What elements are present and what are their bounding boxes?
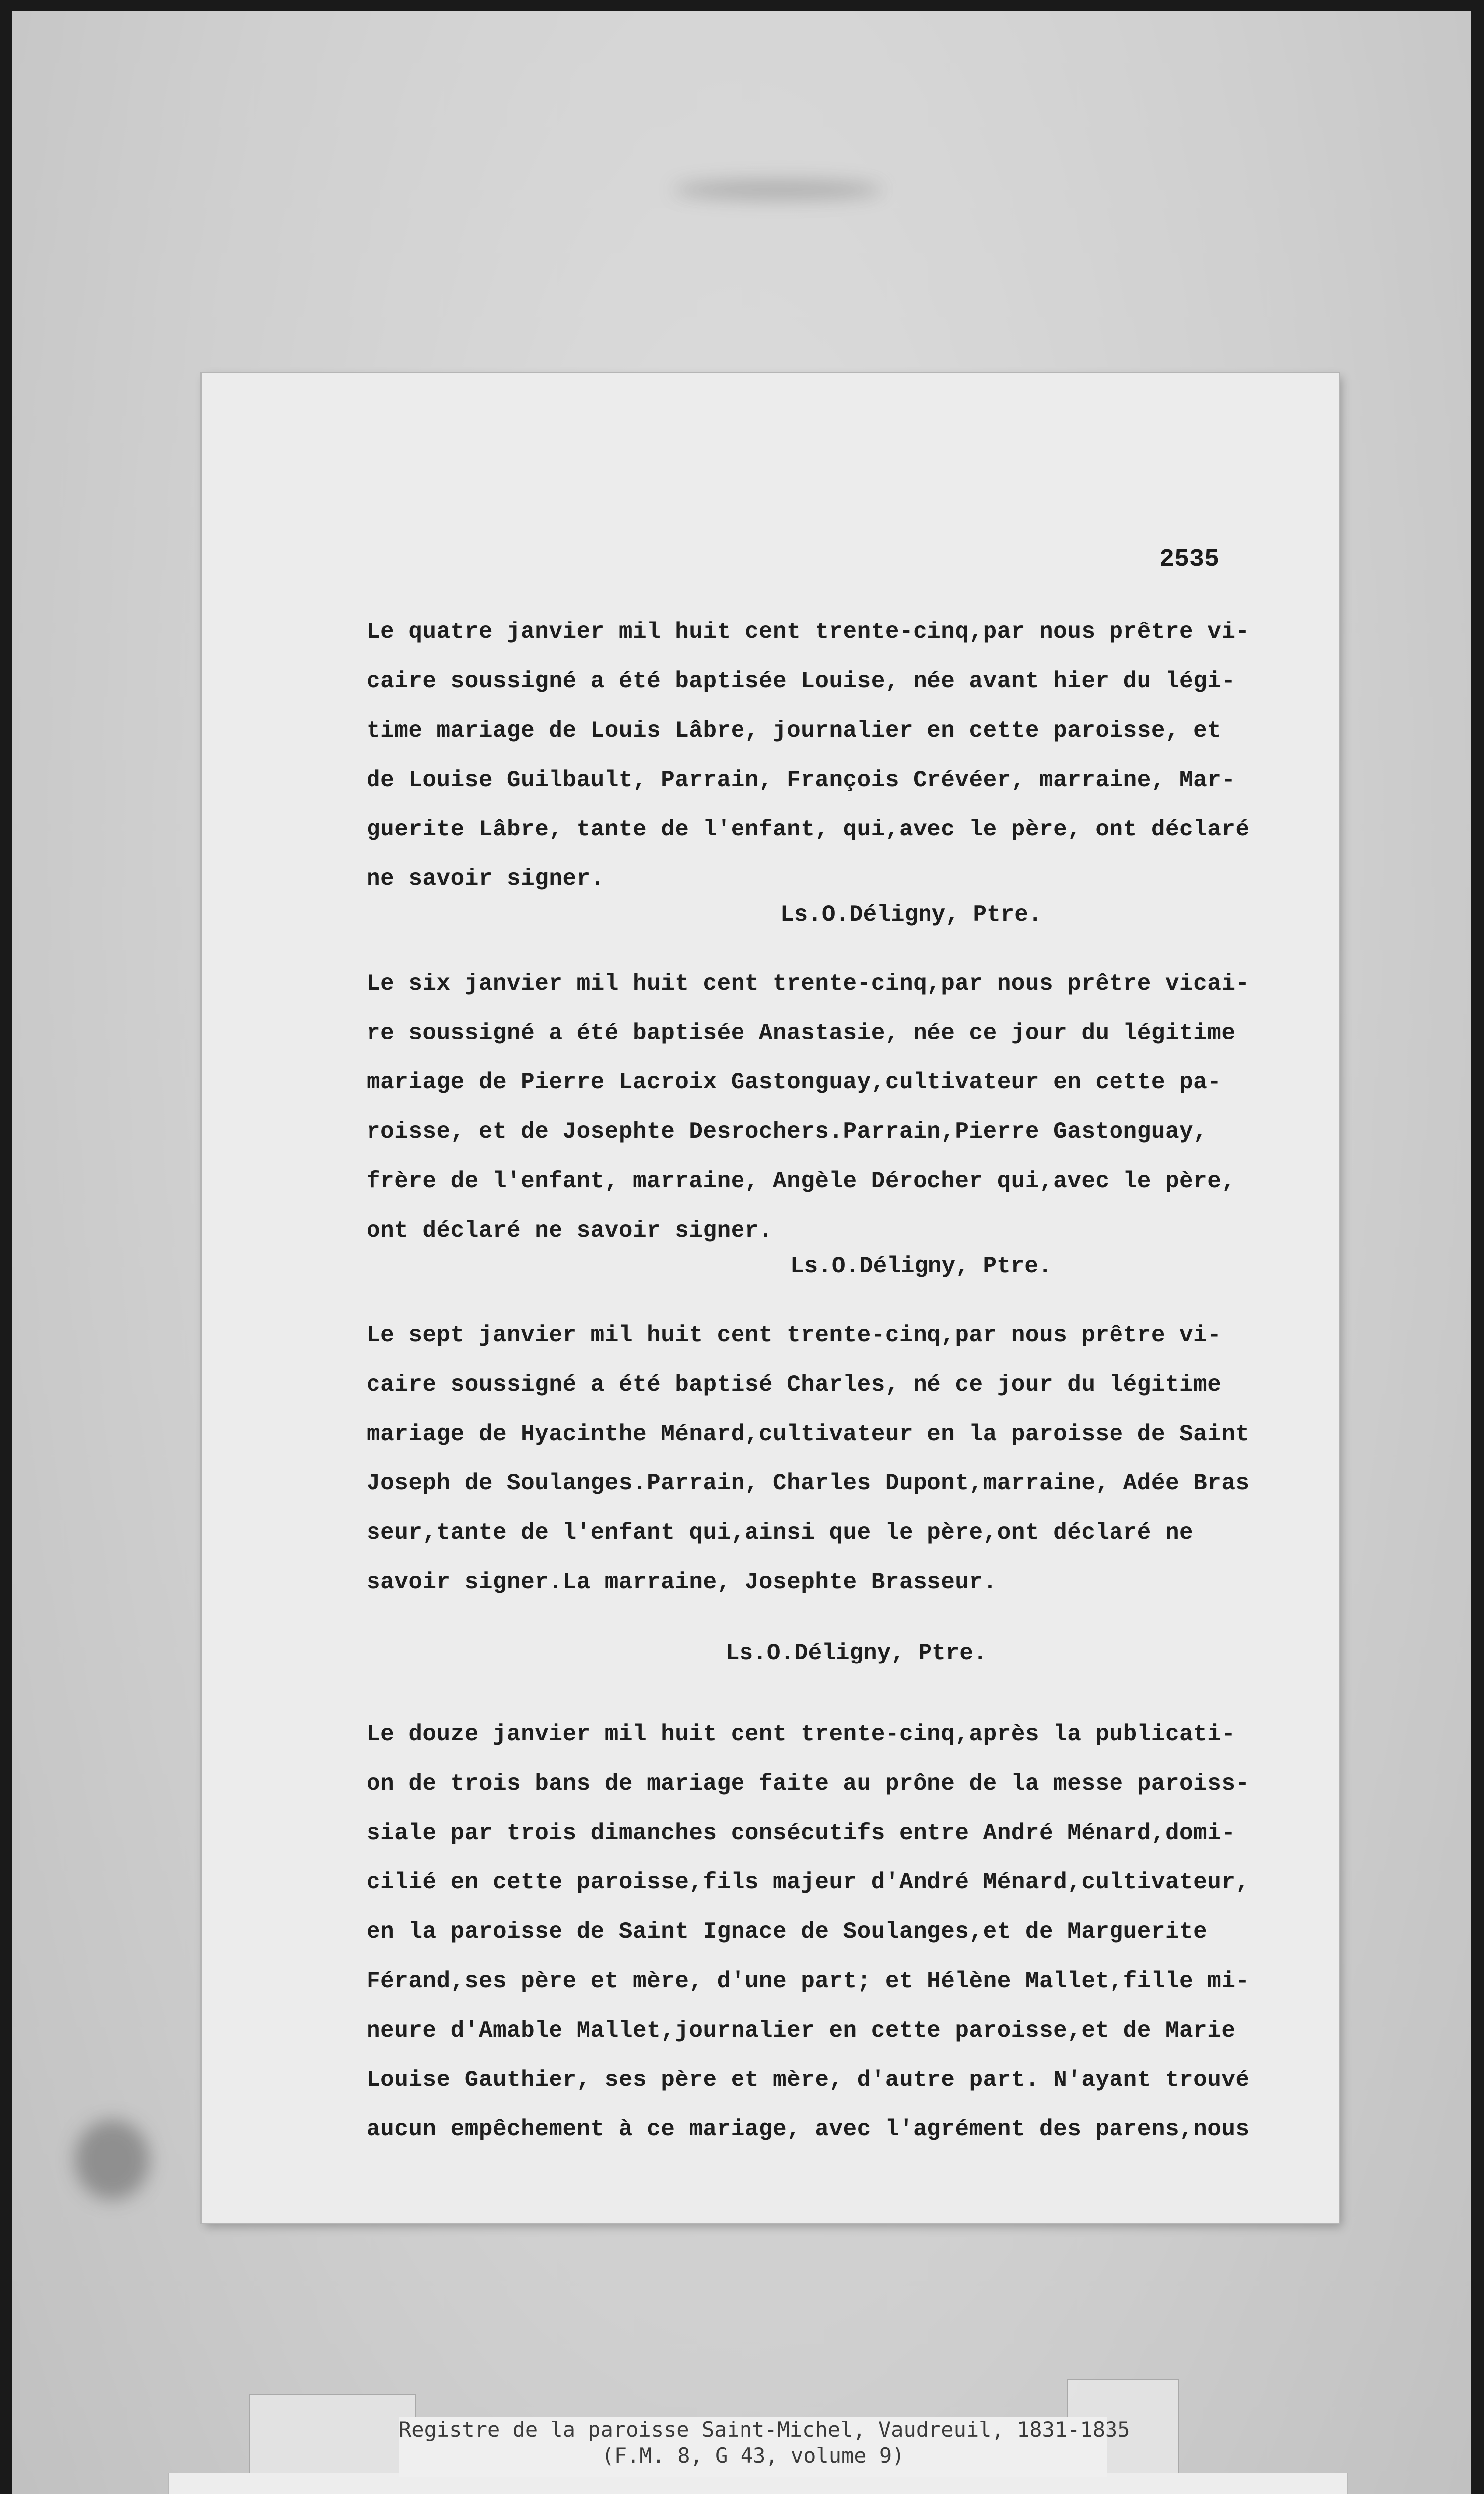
entry-line: savoir signer.La marraine, Josephte Brasseur. <box>367 1569 997 1595</box>
film-edge-left <box>0 0 12 2494</box>
entry-line: guerite Lâbre, tante de l'enfant, qui,avec le père, ont déclaré <box>367 817 1250 842</box>
entry-line: neure d'Amable Mallet,journalier en cette paroisse,et de Marie <box>367 2018 1236 2044</box>
marriage-entry-menard-mallet <box>367 1710 1250 2154</box>
entry-line: caire soussigné a été baptisée Louise, née avant hier du légi- <box>367 668 1236 694</box>
caption-reference: (F.M. 8, G 43, volume 9) <box>601 2443 905 2468</box>
entry-line: time mariage de Louis Lâbre, journalier en cette paroisse, et <box>367 718 1222 744</box>
entry-line: de Louise Guilbault, Parrain, François Crévéer, marraine, Mar- <box>367 767 1236 793</box>
baptism-entry-anastasie <box>367 959 1250 1255</box>
entry-line: Joseph de Soulanges.Parrain, Charles Dupont,marraine, Adée Bras <box>367 1470 1250 1496</box>
film-smudge <box>75 2120 150 2200</box>
entry-line: aucun empêchement à ce mariage, avec l'agrément des parens,nous <box>367 2116 1250 2142</box>
entry-line: Le six janvier mil huit cent trente-cinq,par nous prêtre vicai- <box>367 971 1250 997</box>
priest-signature: Ls.O.Déligny, Ptre. <box>726 1640 987 1666</box>
film-edge-top <box>0 0 1484 11</box>
priest-signature: Ls.O.Déligny, Ptre. <box>790 1253 1052 1279</box>
page-number: 2535 <box>1159 545 1219 574</box>
priest-signature: Ls.O.Déligny, Ptre. <box>780 902 1042 928</box>
register-page <box>202 373 1339 2223</box>
entry-line: roisse, et de Josephte Desrochers.Parrain,Pierre Gastonguay, <box>367 1119 1208 1145</box>
entry-line: siale par trois dimanches consécutifs entre André Ménard,domi- <box>367 1820 1236 1846</box>
film-smudge <box>673 180 883 200</box>
caption-title: Registre de la paroisse Saint-Michel, Vaudreuil, 1831-1835 <box>399 2417 1130 2442</box>
entry-line: Le quatre janvier mil huit cent trente-cinq,par nous prêtre vi- <box>367 619 1250 645</box>
baptism-entry-louise <box>367 608 1250 904</box>
entry-line: mariage de Pierre Lacroix Gastonguay,cultivateur en cette pa- <box>367 1069 1222 1095</box>
entry-line: on de trois bans de mariage faite au prône de la messe paroiss- <box>367 1771 1250 1797</box>
entry-line: Louise Gauthier, ses père et mère, d'autre part. N'ayant trouvé <box>367 2067 1250 2093</box>
entry-line: ne savoir signer. <box>367 866 605 892</box>
entry-line: caire soussigné a été baptisé Charles, né ce jour du légitime <box>367 1372 1222 1398</box>
entry-line: cilié en cette paroisse,fils majeur d'André Ménard,cultivateur, <box>367 1870 1250 1895</box>
entry-line: seur,tante de l'enfant qui,ainsi que le père,ont déclaré ne <box>367 1520 1194 1546</box>
entry-line: Férand,ses père et mère, d'une part; et Hélène Mallet,fille mi- <box>367 1968 1250 1994</box>
entry-line: re soussigné a été baptisée Anastasie, née ce jour du légitime <box>367 1020 1236 1046</box>
entry-line: Le douze janvier mil huit cent trente-cinq,après la publicati- <box>367 1721 1236 1747</box>
entry-line: en la paroisse de Saint Ignace de Soulanges,et de Marguerite <box>367 1919 1208 1945</box>
entry-line: mariage de Hyacinthe Ménard,cultivateur en la paroisse de Saint <box>367 1421 1250 1447</box>
baptism-entry-charles <box>367 1311 1250 1607</box>
entry-line: frère de l'enfant, marraine, Angèle Dérocher qui,avec le père, <box>367 1168 1236 1194</box>
entry-line: ont déclaré ne savoir signer. <box>367 1218 773 1244</box>
register-caption <box>399 2417 1130 2477</box>
entry-line: Le sept janvier mil huit cent trente-cinq,par nous prêtre vi- <box>367 1322 1222 1348</box>
film-edge-right <box>1471 0 1484 2494</box>
